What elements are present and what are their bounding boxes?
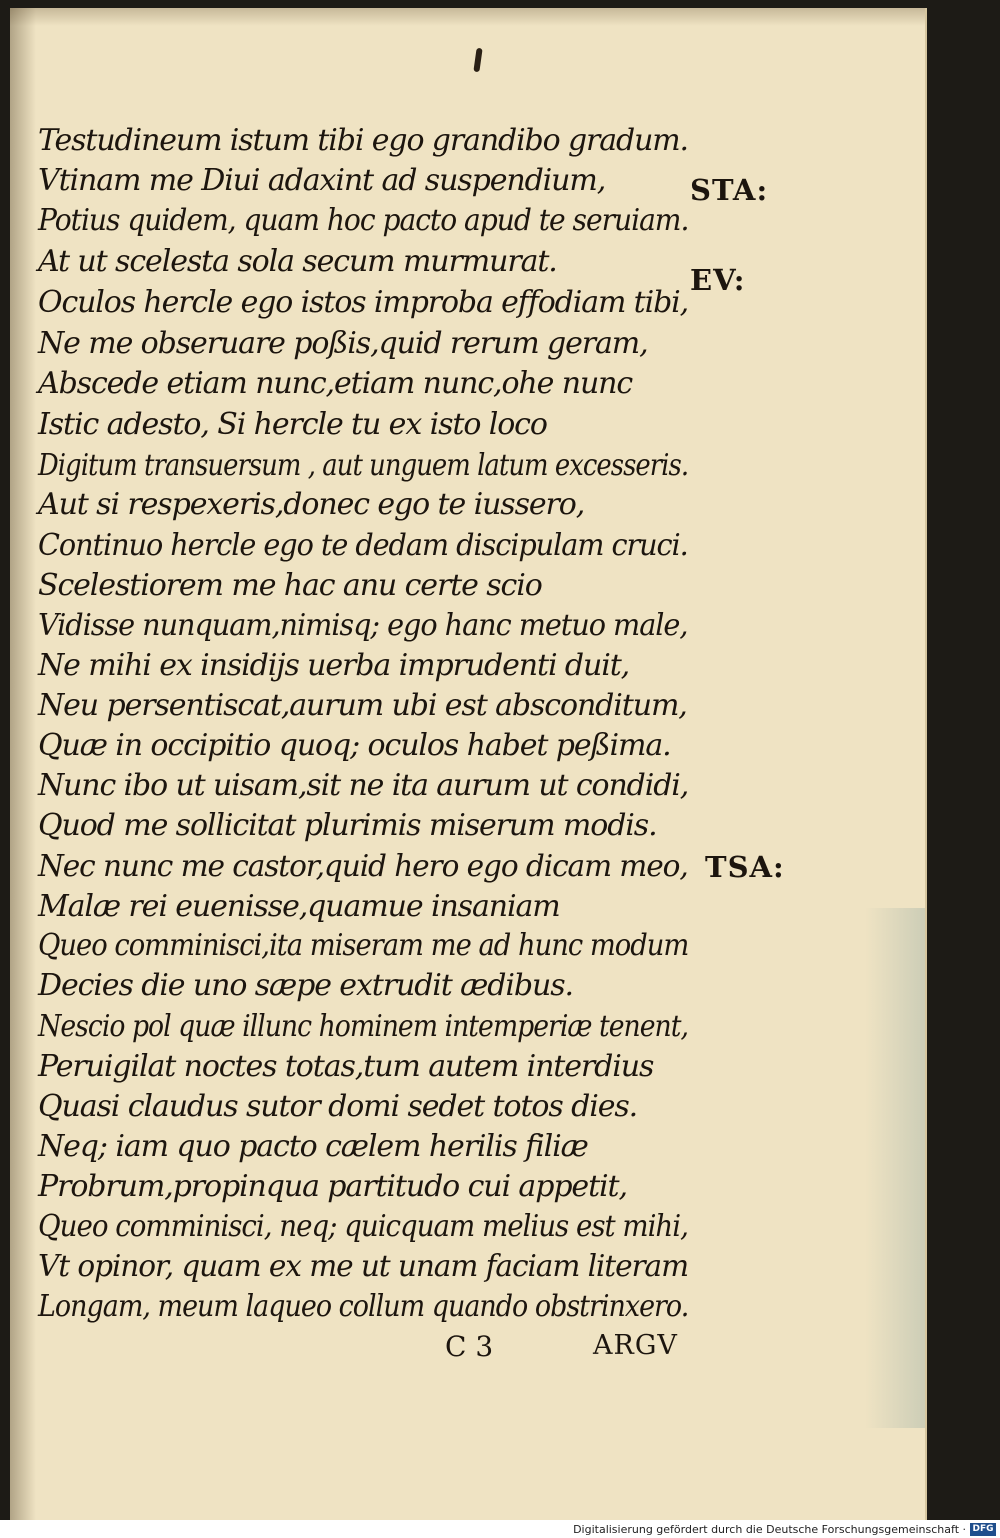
verse-line: Queo comminisci, neq; quicquam melius est mihi, [38, 1209, 688, 1244]
verse-line: Testudineum istum tibi ego grandibo gradum. [38, 123, 688, 158]
verse-line: Continuo hercle ego te dedam discipulam cruci. [38, 528, 688, 563]
verse-line: Abscede etiam nunc,etiam nunc,ohe nunc [38, 366, 633, 401]
verse-line: Probrum,propinqua partitudo cui appetit, [38, 1169, 627, 1204]
verse-line: Istic adesto, Si hercle tu ex isto loco [38, 407, 547, 442]
verse-line: Ne me obseruare poßis,quid rerum geram, [38, 326, 648, 361]
verse-line: Scelestiorem me hac anu certe scio [38, 568, 542, 603]
catchword: ARGV [593, 1330, 678, 1361]
speaker-label: STA: [690, 173, 769, 207]
verse-line: Ne mihi ex insidijs uerba imprudenti duit, [38, 648, 630, 683]
verse-line: Nescio pol quæ illunc hominem intemperiæ tenent, [38, 1009, 688, 1044]
verse-line: Queo comminisci,ita miseram me ad hunc modum [38, 928, 689, 963]
verse-line: Peruigilat noctes totas,tum autem interdius [38, 1049, 654, 1084]
verse-line: Longam, meum laqueo collum quando obstrinxero. [38, 1289, 689, 1324]
speaker-label: TSA: [705, 850, 785, 884]
verse-line: Neu persentiscat,aurum ubi est absconditum, [38, 688, 687, 723]
dfg-logo: DFG [970, 1523, 996, 1536]
book-page [10, 8, 927, 1520]
verse-line: Aut si respexeris,donec ego te iussero, [38, 487, 585, 522]
speaker-label: EV: [690, 263, 746, 297]
verse-line: Decies die uno sæpe extrudit ædibus. [38, 968, 573, 1003]
verse-line: Quasi claudus sutor domi sedet totos dies. [38, 1089, 638, 1124]
ink-mark [473, 48, 482, 73]
verse-line: Quæ in occipitio quoq; oculos habet peßima. [38, 728, 671, 763]
verse-line: Vt opinor, quam ex me ut unam faciam literam [38, 1249, 689, 1284]
verse-line: Neq; iam quo pacto cælem herilis filiæ [38, 1129, 588, 1164]
verse-line: At ut scelesta sola secum murmurat. [38, 244, 557, 279]
signature-mark: C 3 [445, 1330, 494, 1363]
verse-line: Oculos hercle ego istos improba effodiam tibi, [38, 285, 689, 320]
verse-line: Malæ rei euenisse,quamue insaniam [38, 889, 560, 924]
footer-bar [0, 1520, 1000, 1538]
verse-line: Vidisse nunquam,nimisq; ego hanc metuo male, [38, 608, 688, 643]
verse-line: Nec nunc me castor,quid hero ego dicam meo, [38, 849, 688, 884]
page-stain [865, 908, 925, 1428]
verse-line: Potius quidem, quam hoc pacto apud te seruiam. [38, 203, 689, 238]
verse-line: Digitum transuersum , aut unguem latum excesseris. [38, 448, 689, 483]
funding-notice: Digitalisierung gefördert durch die Deutsche Forschungsgemeinschaft · [573, 1523, 966, 1536]
verse-line: Vtinam me Diui adaxint ad suspendium, [38, 163, 606, 198]
verse-line: Nunc ibo ut uisam,sit ne ita aurum ut condidi, [38, 768, 689, 803]
verse-line: Quod me sollicitat plurimis miserum modis. [38, 808, 657, 843]
